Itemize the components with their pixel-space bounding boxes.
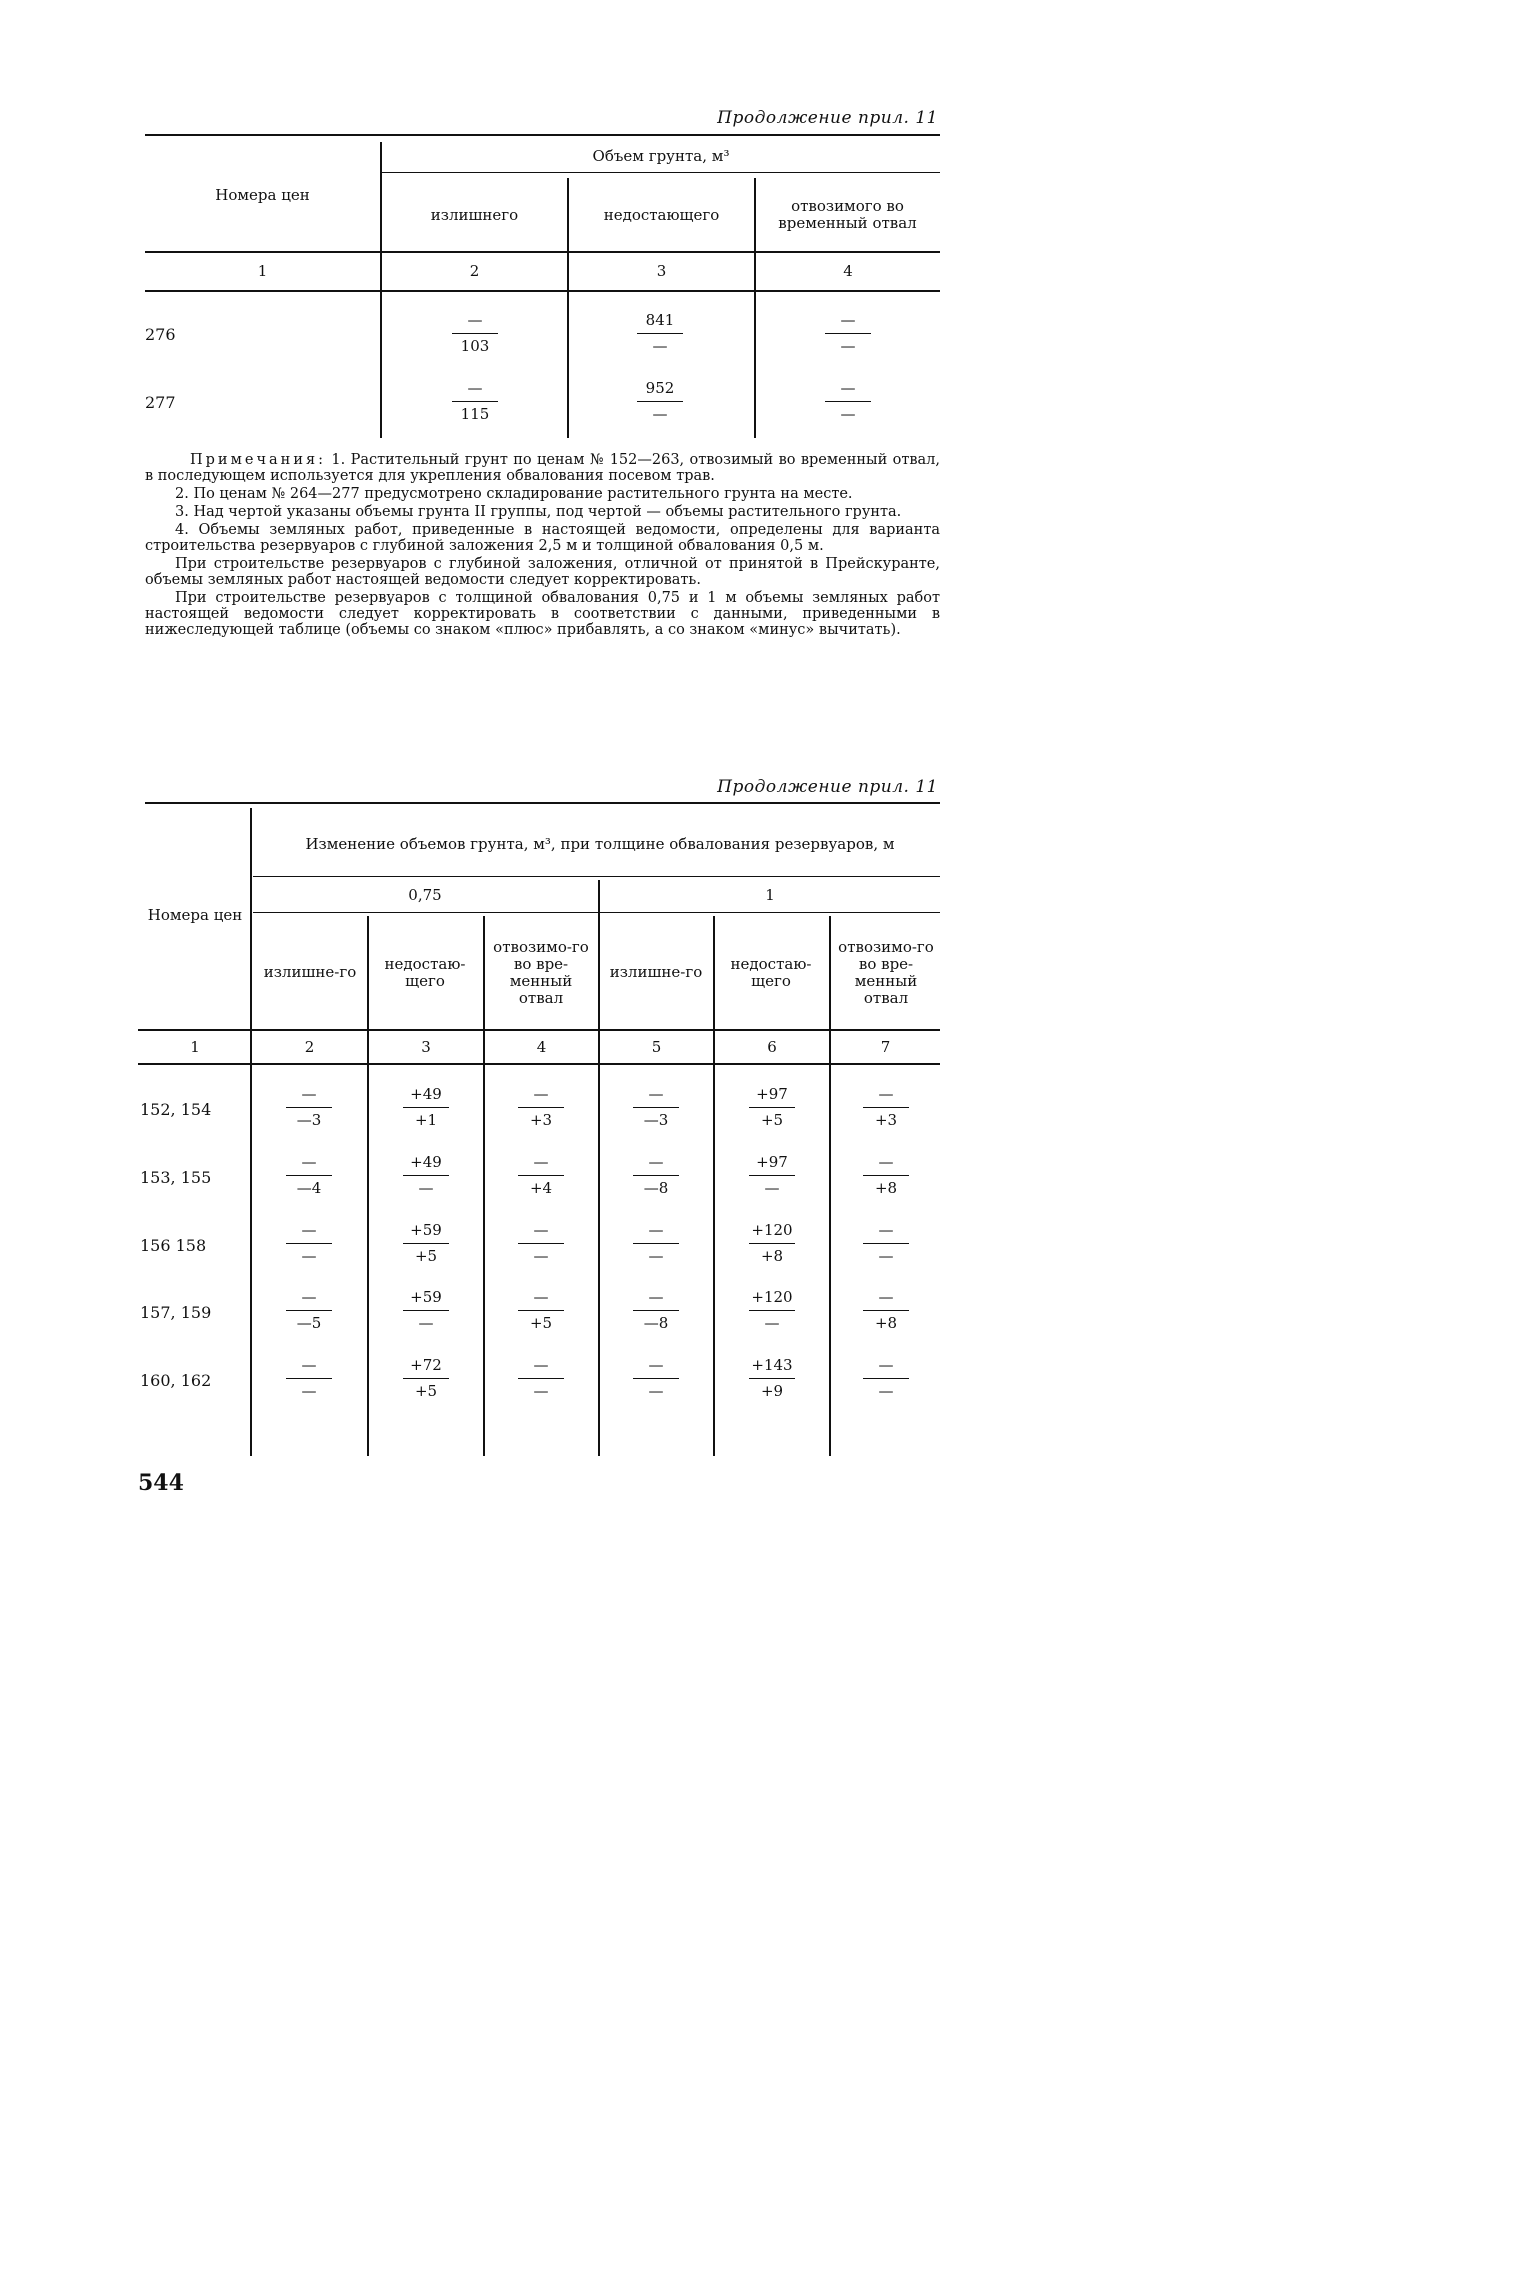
fraction-numerator: — xyxy=(648,1288,664,1306)
table2-colnum-5: 5 xyxy=(651,1037,662,1056)
table2-vline-4 xyxy=(598,880,600,1456)
fraction-denominator: — xyxy=(764,1314,780,1332)
table1-fraction xyxy=(818,310,878,356)
fraction-numerator: — xyxy=(533,1288,549,1306)
table2-fraction xyxy=(626,1355,686,1401)
table2-subheader-shortage-075: недостаю-щего xyxy=(384,954,466,990)
fraction-denominator: +8 xyxy=(760,1247,784,1265)
table2-vline-5 xyxy=(713,916,715,1456)
fraction-numerator: +120 xyxy=(751,1221,793,1239)
fraction-numerator: +72 xyxy=(410,1356,442,1374)
table1-colnum-2: 2 xyxy=(469,261,480,280)
table1-colnum-3: 3 xyxy=(656,261,667,280)
table2-fraction xyxy=(279,1084,339,1130)
fraction-denominator: — xyxy=(301,1247,317,1265)
table2-fraction xyxy=(396,1152,456,1198)
fraction-numerator: — xyxy=(878,1085,894,1103)
fraction-denominator: +5 xyxy=(760,1111,784,1129)
table2-fraction xyxy=(742,1355,802,1401)
note-4: 4. Объемы земляных работ, приведенные в настоящей ведомости, определены для варианта строительства резервуаров с глубиной заложения 2,5 м и толщиной обвалования 0,5 м. xyxy=(145,522,940,554)
table2-fraction xyxy=(626,1152,686,1198)
table2-row-label: 152, 154 xyxy=(140,1100,212,1119)
table1-top-rule xyxy=(145,134,940,136)
fraction-numerator: — xyxy=(301,1221,317,1239)
fraction-numerator: — xyxy=(878,1153,894,1171)
table2-caption: Продолжение прил. 11 xyxy=(717,777,938,797)
table2-colnum-3: 3 xyxy=(421,1037,431,1056)
note-1-text: 1. Растительный грунт по ценам № 152—263, отвозимый во временный отвал, в последующем используется для укрепления обвалования посевом трав. xyxy=(145,452,940,484)
fraction-denominator: +3 xyxy=(529,1111,553,1129)
table2-numbers-rule xyxy=(138,1063,940,1065)
note-paragraph-5: При строительстве резервуаров с глубиной заложения, отличной от принятой в Прейскуранте, объемы земляных работ настоящей ведомости следует корректировать. xyxy=(145,556,940,588)
table2-row-label: 156 158 xyxy=(140,1236,207,1255)
table2-fraction xyxy=(856,1287,916,1333)
fraction-denominator: +1 xyxy=(414,1111,438,1129)
table2-subheader-shortage-1: недостаю-щего xyxy=(730,954,812,990)
table2-colnum-6: 6 xyxy=(767,1037,777,1056)
fraction-numerator: — xyxy=(533,1085,549,1103)
table1-subheader-shortage: недостающего xyxy=(603,205,720,224)
table2-fraction xyxy=(396,1220,456,1266)
table2-fraction xyxy=(626,1220,686,1266)
table2-subheader-excess-1: излишне-го xyxy=(609,963,703,981)
table2-fraction xyxy=(279,1220,339,1266)
table1-col-header: Номера цен xyxy=(215,185,310,204)
table2-subheader-excess-075: излишне-го xyxy=(263,963,357,981)
table2-fraction xyxy=(856,1220,916,1266)
table1-group-rule xyxy=(382,172,940,173)
table1-fraction xyxy=(818,378,878,424)
table2-fraction xyxy=(742,1084,802,1130)
fraction-numerator: +49 xyxy=(410,1153,442,1171)
table1-colnum-1: 1 xyxy=(257,261,268,280)
fraction-denominator: —3 xyxy=(643,1111,669,1129)
fraction-numerator: — xyxy=(840,379,856,397)
table1-header-rule xyxy=(145,251,940,253)
fraction-numerator: — xyxy=(878,1288,894,1306)
table2-subheader-temp-dump-075: отвозимо-го во вре-менный отвал xyxy=(493,937,589,1007)
table2-fraction xyxy=(396,1355,456,1401)
fraction-numerator: +143 xyxy=(751,1356,793,1374)
fraction-numerator: +49 xyxy=(410,1085,442,1103)
table2-colnum-1: 1 xyxy=(190,1037,200,1056)
fraction-numerator: — xyxy=(301,1356,317,1374)
fraction-denominator: +3 xyxy=(874,1111,898,1129)
table2-fraction xyxy=(856,1084,916,1130)
fraction-numerator: — xyxy=(878,1221,894,1239)
fraction-numerator: — xyxy=(878,1356,894,1374)
note-1 xyxy=(145,452,940,484)
table2-group-rule xyxy=(253,876,940,877)
table1-row-label: 277 xyxy=(145,393,176,412)
table1-fraction xyxy=(630,310,690,356)
fraction-numerator: +97 xyxy=(756,1085,788,1103)
notes-heading: Примечания: xyxy=(190,452,327,468)
fraction-denominator: +5 xyxy=(414,1247,438,1265)
table2-fraction xyxy=(742,1287,802,1333)
fraction-numerator: — xyxy=(467,379,483,397)
table2-colnum-2: 2 xyxy=(304,1037,315,1056)
table1-numbers-rule xyxy=(145,290,940,292)
table2-fraction xyxy=(511,1355,571,1401)
table1-subheader-excess: излишнего xyxy=(430,205,519,224)
note-3: 3. Над чертой указаны объемы грунта II группы, под чертой — объемы растительного грунта. xyxy=(175,504,902,520)
fraction-numerator: +59 xyxy=(410,1288,442,1306)
fraction-denominator: +8 xyxy=(874,1179,898,1197)
fraction-denominator: —8 xyxy=(643,1314,669,1332)
fraction-numerator: +59 xyxy=(410,1221,442,1239)
table1-fraction xyxy=(445,310,505,356)
table1-row-label: 276 xyxy=(145,325,176,344)
table1-fraction xyxy=(630,378,690,424)
fraction-numerator: — xyxy=(648,1356,664,1374)
fraction-denominator: 115 xyxy=(460,405,490,423)
fraction-denominator: — xyxy=(652,405,668,423)
table2-fraction xyxy=(396,1084,456,1130)
fraction-denominator: — xyxy=(652,337,668,355)
table1-subheader-temp-dump: отвозимого во временный отвал xyxy=(778,197,917,232)
fraction-numerator: — xyxy=(301,1153,317,1171)
table2-fraction xyxy=(396,1287,456,1333)
table2-fraction xyxy=(742,1220,802,1266)
table2-header-rule xyxy=(138,1029,940,1031)
fraction-denominator: 103 xyxy=(460,337,490,355)
table2-fraction xyxy=(626,1084,686,1130)
table2-row-label: 160, 162 xyxy=(140,1371,212,1390)
fraction-numerator: 841 xyxy=(645,311,675,329)
table1-group-header: Объем грунта, м³ xyxy=(592,146,730,165)
fraction-denominator: +9 xyxy=(760,1382,784,1400)
fraction-denominator: — xyxy=(840,405,856,423)
fraction-denominator: — xyxy=(878,1247,894,1265)
table1-caption: Продолжение прил. 11 xyxy=(717,108,938,128)
table2-fraction xyxy=(511,1220,571,1266)
fraction-denominator: — xyxy=(878,1382,894,1400)
table2-row-label: 153, 155 xyxy=(140,1168,212,1187)
fraction-denominator: — xyxy=(648,1382,664,1400)
table2-fraction xyxy=(279,1152,339,1198)
fraction-numerator: — xyxy=(467,311,483,329)
table2-vline-6 xyxy=(829,916,831,1456)
fraction-numerator: — xyxy=(648,1153,664,1171)
fraction-denominator: — xyxy=(533,1247,549,1265)
table2-fraction xyxy=(511,1287,571,1333)
page-number: 544 xyxy=(138,1470,184,1496)
fraction-numerator: — xyxy=(840,311,856,329)
fraction-numerator: 952 xyxy=(645,379,675,397)
fraction-denominator: —3 xyxy=(296,1111,322,1129)
fraction-numerator: — xyxy=(301,1085,317,1103)
fraction-denominator: — xyxy=(418,1179,434,1197)
table1-colnum-4: 4 xyxy=(843,261,853,280)
table2-fraction xyxy=(626,1287,686,1333)
table1-vline-3 xyxy=(754,178,756,438)
table2-fraction xyxy=(856,1152,916,1198)
fraction-numerator: — xyxy=(648,1221,664,1239)
fraction-denominator: +5 xyxy=(529,1314,553,1332)
fraction-denominator: +5 xyxy=(414,1382,438,1400)
fraction-denominator: — xyxy=(764,1179,780,1197)
table2-row-label: 157, 159 xyxy=(140,1303,212,1322)
note-paragraph-6: При строительстве резервуаров с толщиной обвалования 0,75 и 1 м объемы земляных работ настоящей ведомости следует корректировать в соответствии с данными, приведенными в нижеследующей таблице (объемы со знаком «плюс» прибавлять, а со знаком «минус» вычитать). xyxy=(145,590,940,638)
fraction-denominator: — xyxy=(418,1314,434,1332)
table2-colnum-7: 7 xyxy=(880,1037,891,1056)
notes-block xyxy=(145,452,940,640)
fraction-denominator: — xyxy=(648,1247,664,1265)
table2-fraction xyxy=(856,1355,916,1401)
table1-fraction xyxy=(445,378,505,424)
table2-fraction xyxy=(511,1152,571,1198)
fraction-denominator: —8 xyxy=(643,1179,669,1197)
fraction-numerator: +97 xyxy=(756,1153,788,1171)
table2-top-rule xyxy=(145,802,940,804)
fraction-denominator: +8 xyxy=(874,1314,898,1332)
table2-subheader-temp-dump-1: отвозимо-го во вре-менный отвал xyxy=(838,937,934,1007)
table2-thickness-075: 0,75 xyxy=(408,885,442,904)
fraction-denominator: —5 xyxy=(296,1314,322,1332)
table2-colnum-4: 4 xyxy=(536,1037,547,1056)
fraction-denominator: +4 xyxy=(529,1179,553,1197)
fraction-denominator: —4 xyxy=(296,1179,322,1197)
table2-vline-2 xyxy=(367,916,369,1456)
fraction-denominator: — xyxy=(301,1382,317,1400)
table2-thickness-1: 1 xyxy=(765,885,775,904)
table2-thickness-rule xyxy=(253,912,940,913)
fraction-numerator: — xyxy=(533,1221,549,1239)
fraction-numerator: — xyxy=(533,1356,549,1374)
fraction-numerator: — xyxy=(648,1085,664,1103)
table2-vline-3 xyxy=(483,916,485,1456)
fraction-denominator: — xyxy=(533,1382,549,1400)
table2-fraction xyxy=(279,1287,339,1333)
table2-fraction xyxy=(511,1084,571,1130)
table2-col-header: Номера цен xyxy=(147,905,243,924)
fraction-numerator: +120 xyxy=(751,1288,793,1306)
fraction-numerator: — xyxy=(301,1288,317,1306)
note-2: 2. По ценам № 264—277 предусмотрено складирование растительного грунта на месте. xyxy=(175,486,853,502)
table2-fraction xyxy=(742,1152,802,1198)
fraction-denominator: — xyxy=(840,337,856,355)
fraction-numerator: — xyxy=(533,1153,549,1171)
table2-fraction xyxy=(279,1355,339,1401)
table2-group-header: Изменение объемов грунта, м³, при толщине обвалования резервуаров, м xyxy=(305,834,895,853)
